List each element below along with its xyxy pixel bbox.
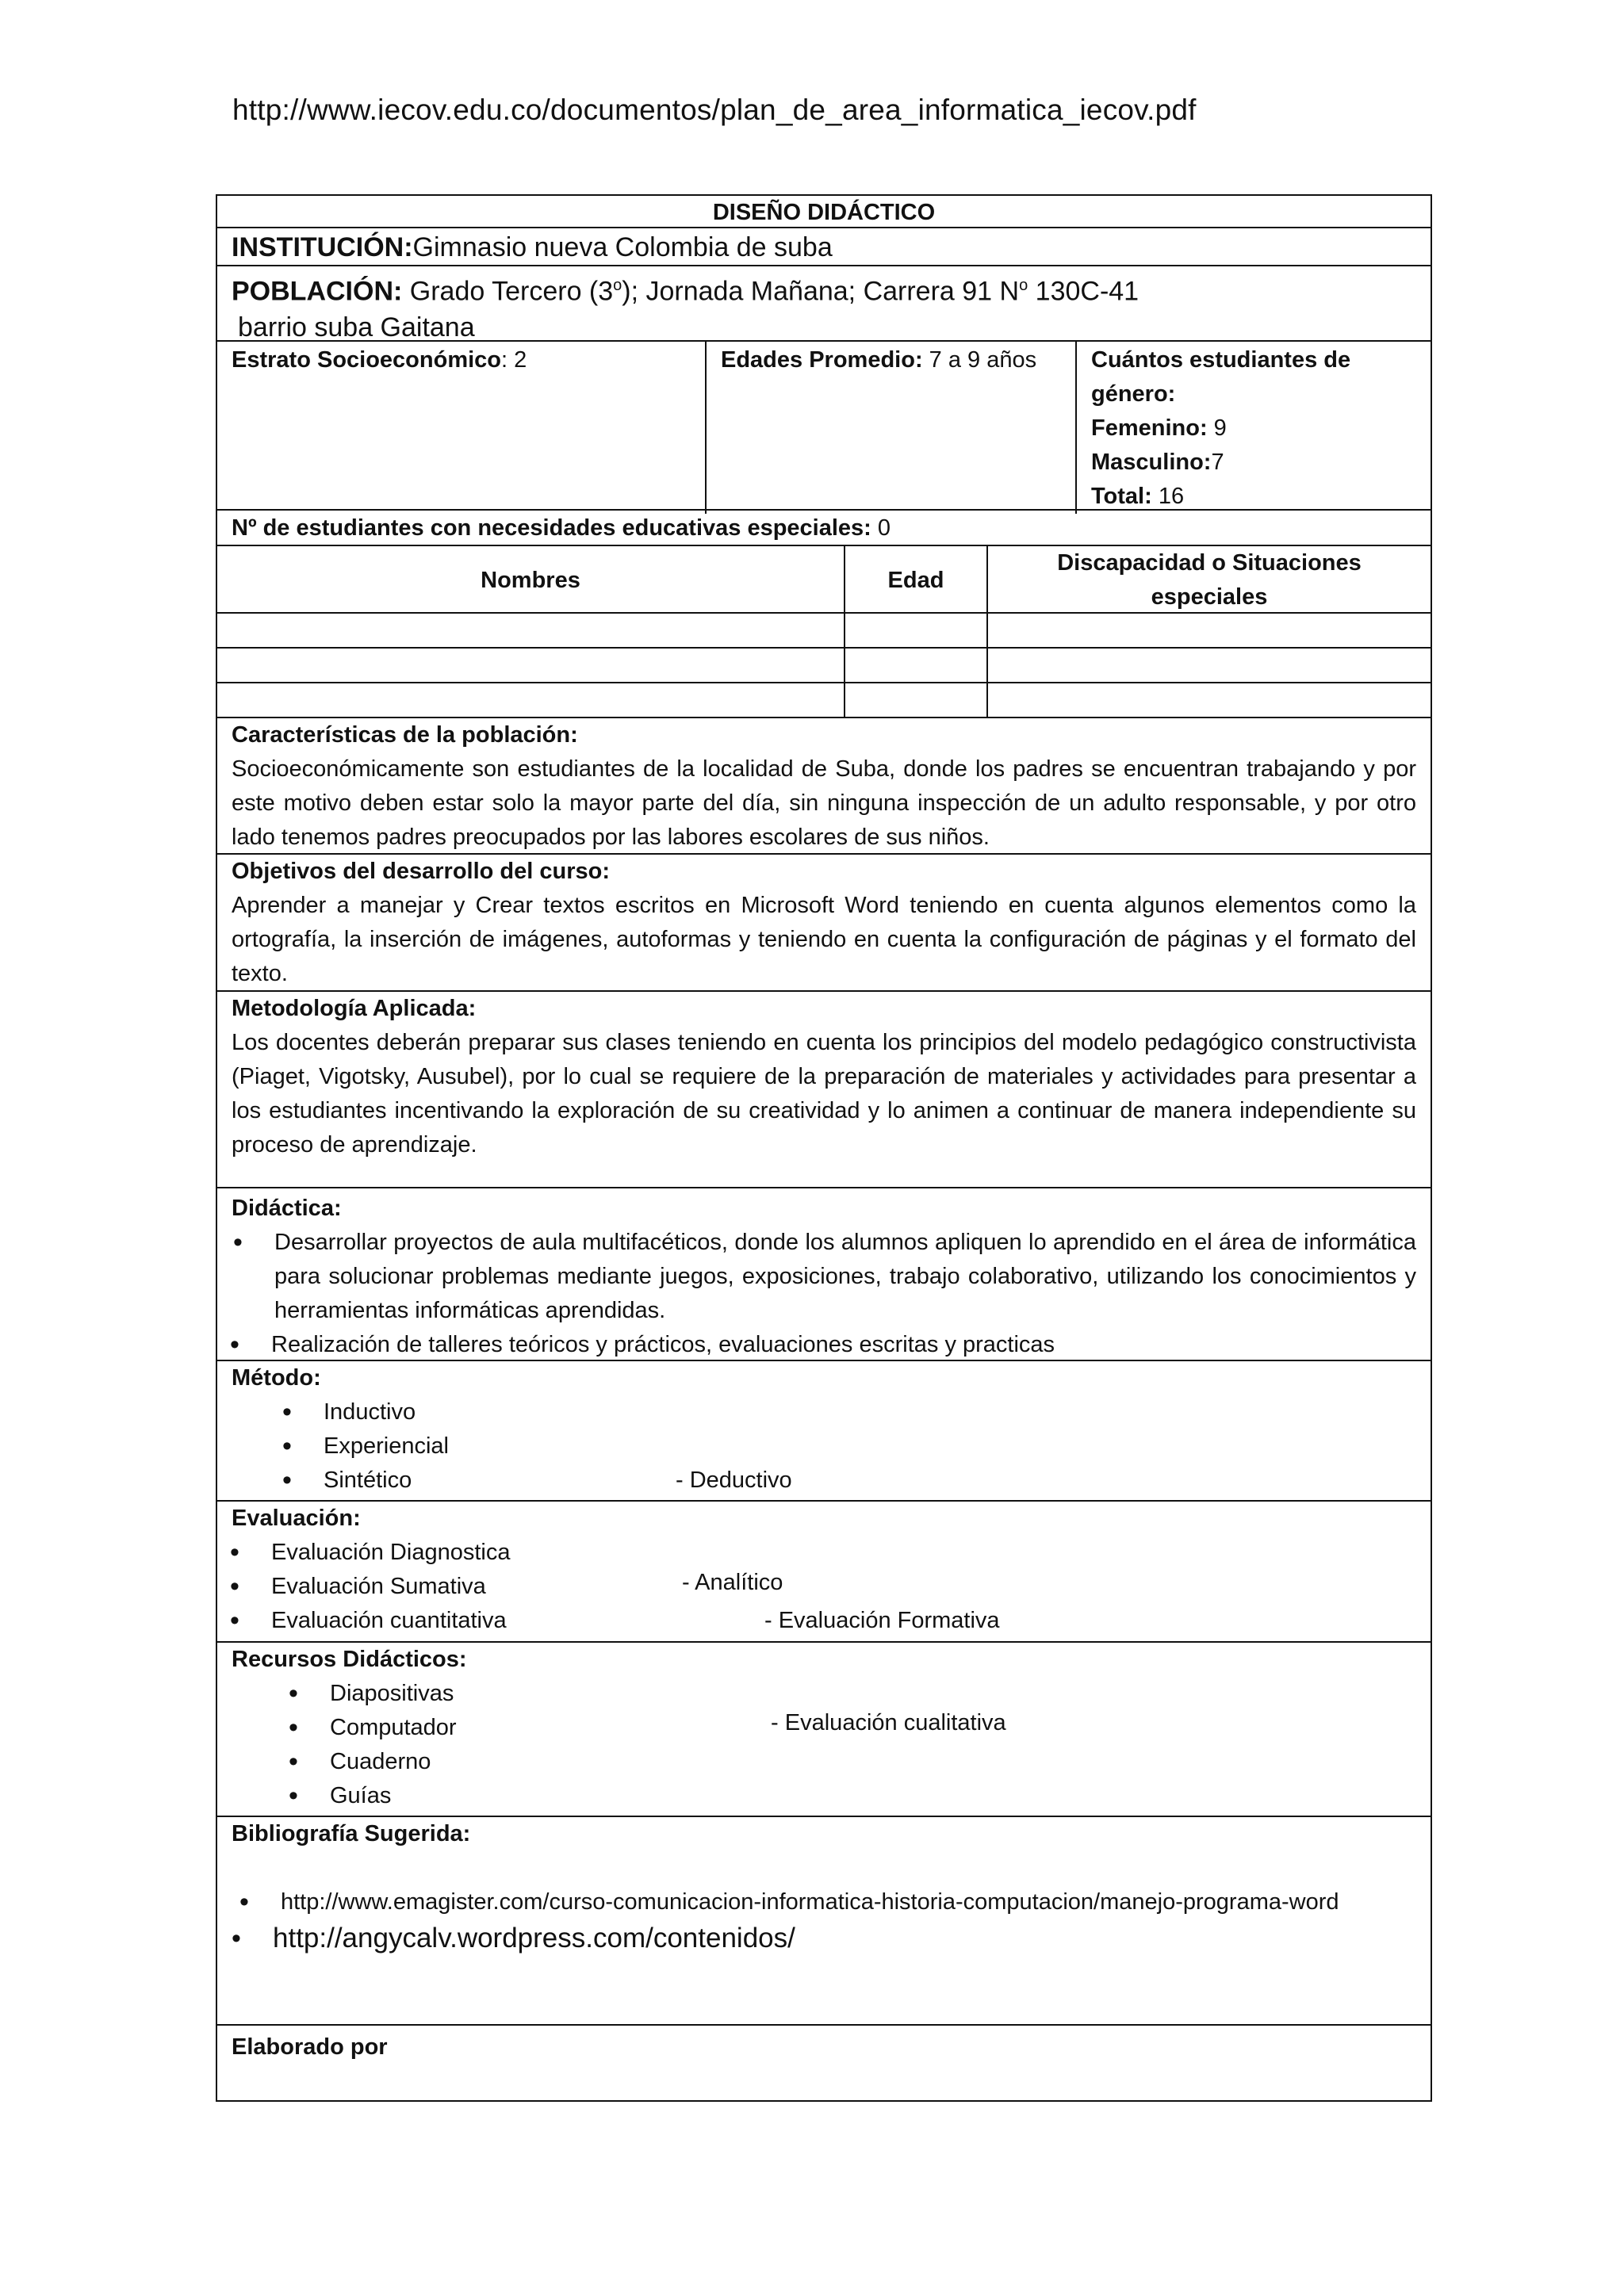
students-table-header — [216, 546, 1432, 614]
poblacion-value-3: 130C-41 — [1028, 276, 1139, 307]
objetivos-label: Objetivos del desarrollo del curso: — [232, 859, 611, 884]
bibliografia-label: Bibliografía Sugerida: — [232, 1821, 471, 1846]
list-item: • Realización de talleres teóricos y prácticos, evaluaciones escritas y practicas — [271, 1328, 1416, 1362]
poblacion-sup-2: o — [1019, 277, 1028, 294]
list-item: • Desarrollar proyectos de aula multifacéticos, donde los alumnos apliquen lo aprendido en el área de informática para solucionar problemas mediante juegos, exposiciones, trabajo colaborativo, utilizando los conocimientos y herramientas informáticas aprendidas. — [274, 1226, 1416, 1328]
list-item: • Inductivo — [324, 1395, 695, 1429]
institucion-value: Gimnasio nueva Colombia de suba — [412, 232, 833, 262]
didactica-label: Didáctica: — [232, 1196, 342, 1221]
list-item: • Guías — [330, 1779, 1416, 1813]
list-item: • Evaluación Diagnostica — [271, 1536, 764, 1570]
nee-label: Nº de estudiantes con necesidades educativas especiales: — [232, 515, 871, 541]
elaborado-row — [216, 2026, 1432, 2102]
demographics-row — [216, 342, 1432, 511]
poblacion-value: Grado Tercero (3 — [402, 276, 614, 307]
estrato-cell — [217, 342, 705, 514]
recursos-row — [216, 1643, 1432, 1817]
list-item: • Sintético — [324, 1464, 695, 1498]
masculino-label: Masculino: — [1091, 450, 1212, 475]
genero-label: Cuántos estudiantes de género: — [1091, 347, 1351, 407]
caracteristicas-text: Socioeconómicamente son estudiantes de la localidad de Suba, donde los padres se encuentran trabajando y por este motivo deben estar solo la mayor parte del día, sin ninguna inspección de un adulto responsable, y por otro lado tenemos padres preocupados por las labores escolares de sus niños. — [232, 756, 1416, 850]
list-item: • Experiencial — [324, 1429, 695, 1464]
metodologia-label: Metodología Aplicada: — [232, 996, 477, 1021]
table-row — [216, 614, 1432, 649]
recursos-label: Recursos Didácticos: — [232, 1647, 467, 1672]
poblacion-line-2: barrio suba Gaitana — [238, 312, 475, 343]
col-nombres: Nombres — [481, 567, 580, 593]
institucion-row — [216, 228, 1432, 266]
form-title: DISEÑO DIDÁCTICO — [216, 194, 1432, 228]
elaborado-label: Elaborado por — [232, 2034, 388, 2060]
poblacion-label: POBLACIÓN: — [232, 276, 403, 307]
objetivos-row — [216, 855, 1432, 992]
total-value: 16 — [1151, 484, 1185, 509]
evaluacion-right-item: - Evaluación cualitativa — [764, 1710, 1006, 1735]
didactic-design-form — [216, 194, 1432, 2102]
objetivos-text: Aprender a manejar y Crear textos escritos en Microsoft Word teniendo en cuenta algunos elementos como la ortografía, la inserción de imágenes, autoformas y teniendo en cuenta la configuración de páginas y el formato del texto. — [232, 893, 1416, 986]
nee-row — [216, 511, 1432, 546]
edades-label: Edades Promedio: — [721, 347, 923, 373]
evaluacion-right-item: - Evaluación Formativa — [764, 1608, 1000, 1633]
metodologia-row — [216, 992, 1432, 1188]
edades-cell — [705, 342, 1075, 514]
list-item: • Cuaderno — [330, 1745, 1416, 1779]
recursos-list — [232, 1677, 1416, 1813]
estrato-label: Estrato Socioeconómico — [232, 347, 502, 373]
metodo-label: Método: — [232, 1365, 321, 1391]
col-edad: Edad — [844, 546, 986, 614]
table-row — [216, 649, 1432, 683]
metodo-right-item: - Analítico — [676, 1570, 783, 1595]
list-item: • Evaluación cuantitativa — [271, 1604, 764, 1638]
poblacion-row — [216, 266, 1432, 342]
bibliografia-row — [216, 1817, 1432, 2026]
col-discapacidad: Discapacidad o Situaciones especiales — [986, 546, 1431, 614]
header-url: http://www.iecov.edu.co/documentos/plan_de_area_informatica_iecov.pdf — [232, 94, 1197, 126]
poblacion-value-2: ); Jornada Mañana; Carrera 91 N — [622, 276, 1020, 307]
estrato-value: : 2 — [501, 347, 527, 373]
femenino-value: 9 — [1207, 415, 1227, 441]
masculino-value: 7 — [1211, 450, 1224, 475]
list-item: • Computador — [330, 1711, 1416, 1745]
total-label: Total: — [1091, 484, 1152, 509]
genero-cell — [1075, 342, 1431, 514]
caracteristicas-row — [216, 718, 1432, 855]
list-item: • http://www.emagister.com/curso-comunicacion-informatica-historia-computacion/manejo-programa-word — [281, 1885, 1416, 1919]
didactica-list — [232, 1226, 1416, 1362]
metodologia-text: Los docentes deberán preparar sus clases teniendo en cuenta los principios del modelo pedagógico constructivista (Piaget, Vigotsky, Ausubel), por lo cual se requiere de la preparación de materiales y actividades para presentar a los estudiantes incentivando la exploración de su creatividad y lo animen a continuar de manera independiente su proceso de aprendizaje. — [232, 1030, 1416, 1158]
list-item: • Evaluación Sumativa — [271, 1570, 764, 1604]
didactica-row — [216, 1188, 1432, 1361]
poblacion-sup: o — [613, 277, 622, 294]
caracteristicas-label: Características de la población: — [232, 722, 578, 748]
evaluacion-label: Evaluación: — [232, 1506, 361, 1531]
list-item: • Diapositivas — [330, 1677, 1416, 1711]
femenino-label: Femenino: — [1091, 415, 1208, 441]
bibliografia-list — [232, 1885, 1416, 1957]
list-item: • http://angycalv.wordpress.com/contenidos/ — [273, 1919, 1416, 1957]
metodo-right-item: - Deductivo — [676, 1468, 792, 1493]
nee-value: 0 — [871, 515, 891, 541]
edades-value: 7 a 9 años — [922, 347, 1037, 373]
institucion-label: INSTITUCIÓN: — [232, 232, 413, 262]
table-row — [216, 683, 1432, 718]
